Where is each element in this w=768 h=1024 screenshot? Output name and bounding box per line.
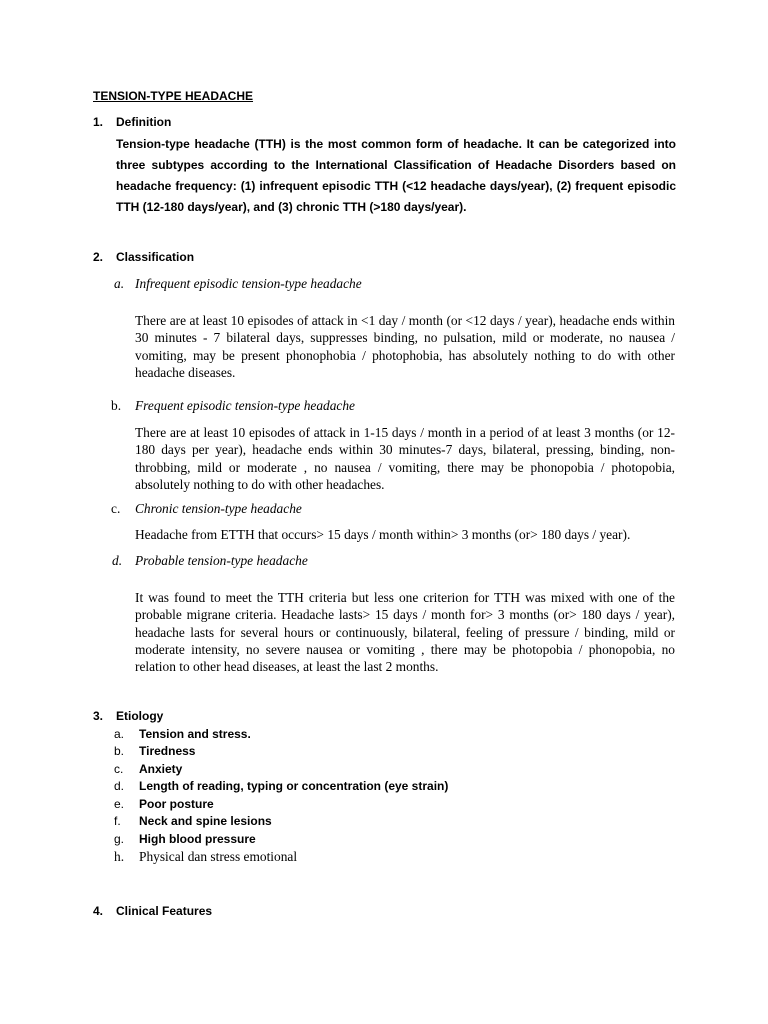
list-item-text: Tension and stress. xyxy=(139,727,251,741)
subsection-text-infrequent: There are at least 10 episodes of attack in <1 day / month (or <12 days / year), headache ends within 30 minutes - 7 bilateral days, suppresses binding, no pulsation, mild or moderate, no nausea / vomiting, may be present phonophobia / photophobia, has absolutely nothing to do with other headache diseases. xyxy=(135,313,675,380)
section-number: 1. xyxy=(93,115,104,129)
list-item-text: Tiredness xyxy=(139,744,196,758)
list-item-text: High blood pressure xyxy=(139,832,256,846)
list-item-text: Neck and spine lesions xyxy=(139,814,272,828)
list-item xyxy=(114,797,614,814)
section-number: 3. xyxy=(93,709,104,723)
definition-paragraph: Tension-type headache (TTH) is the most common form of headache. It can be categorized into three subtypes according to the International Classification of Headache Disorders based on headache frequency: (1) infrequent episodic TTH (<12 headache days/year), (2) frequent episodic TTH (12-180 days/year), and (3) chronic TTH (>180 days/year). xyxy=(116,137,676,214)
subsection-letter: b. xyxy=(111,398,122,413)
section-heading-clinical-features: Clinical Features xyxy=(116,904,213,918)
subsection-title-infrequent: Infrequent episodic tension-type headache xyxy=(135,276,362,291)
subsection-text-chronic: Headache from ETTH that occurs> 15 days / month within> 3 months (or> 180 days / year). xyxy=(135,527,631,542)
list-item-text: Length of reading, typing or concentration (eye strain) xyxy=(139,779,449,793)
list-item xyxy=(114,832,614,849)
list-item-letter: g. xyxy=(114,832,125,846)
subsection-text-frequent: There are at least 10 episodes of attack in 1-15 days / month in a period of at least 3 months (or 12-180 days per year), headache ends within 30 minutes-7 days, bilateral, pressing, binding, non-throbbing, mild or moderate , no nausea / vomiting, there may be phonopobia / photopobia, absolutely nothing to do with other headaches. xyxy=(135,425,675,492)
list-item xyxy=(114,849,614,866)
list-item-letter: f. xyxy=(114,814,121,828)
section-number: 2. xyxy=(93,250,104,264)
section-heading-etiology: Etiology xyxy=(116,709,164,723)
list-item-letter: a. xyxy=(114,727,125,741)
subsection-letter: c. xyxy=(111,501,121,516)
subsection-text-probable: It was found to meet the TTH criteria but less one criterion for TTH was mixed with one of the probable migrane criteria. Headache lasts> 15 days / month for> 3 months (or> 180 days / year), headache lasts for several hours or continuously, bilateral, feeling of pressure / binding, mild or moderate intensity, no severe nausea or vomiting , there may be photopobia / phonopobia, no relation to other head diseases, at least the last 2 months. xyxy=(135,590,675,675)
list-item-text: Physical dan stress emotional xyxy=(139,849,298,864)
list-item-letter: c. xyxy=(114,762,124,776)
subsection-title-probable: Probable tension-type headache xyxy=(135,553,308,568)
list-item xyxy=(114,779,614,796)
list-item-text: Anxiety xyxy=(139,762,183,776)
section-heading-definition: Definition xyxy=(116,115,172,129)
list-item-letter: b. xyxy=(114,744,125,758)
list-item-text: Poor posture xyxy=(139,797,214,811)
list-item-letter: e. xyxy=(114,797,125,811)
list-item xyxy=(114,814,614,831)
section-number: 4. xyxy=(93,904,104,918)
subsection-letter: d. xyxy=(112,553,123,568)
subsection-title-frequent: Frequent episodic tension-type headache xyxy=(135,398,356,413)
list-item xyxy=(114,727,614,744)
list-item-letter: d. xyxy=(114,779,125,793)
section-heading-classification: Classification xyxy=(116,250,195,264)
document-title: TENSION-TYPE HEADACHE xyxy=(93,89,254,103)
list-item xyxy=(114,762,614,779)
list-item-letter: h. xyxy=(114,849,125,864)
subsection-letter: a. xyxy=(114,276,125,291)
subsection-title-chronic: Chronic tension-type headache xyxy=(135,501,302,516)
list-item xyxy=(114,744,614,761)
